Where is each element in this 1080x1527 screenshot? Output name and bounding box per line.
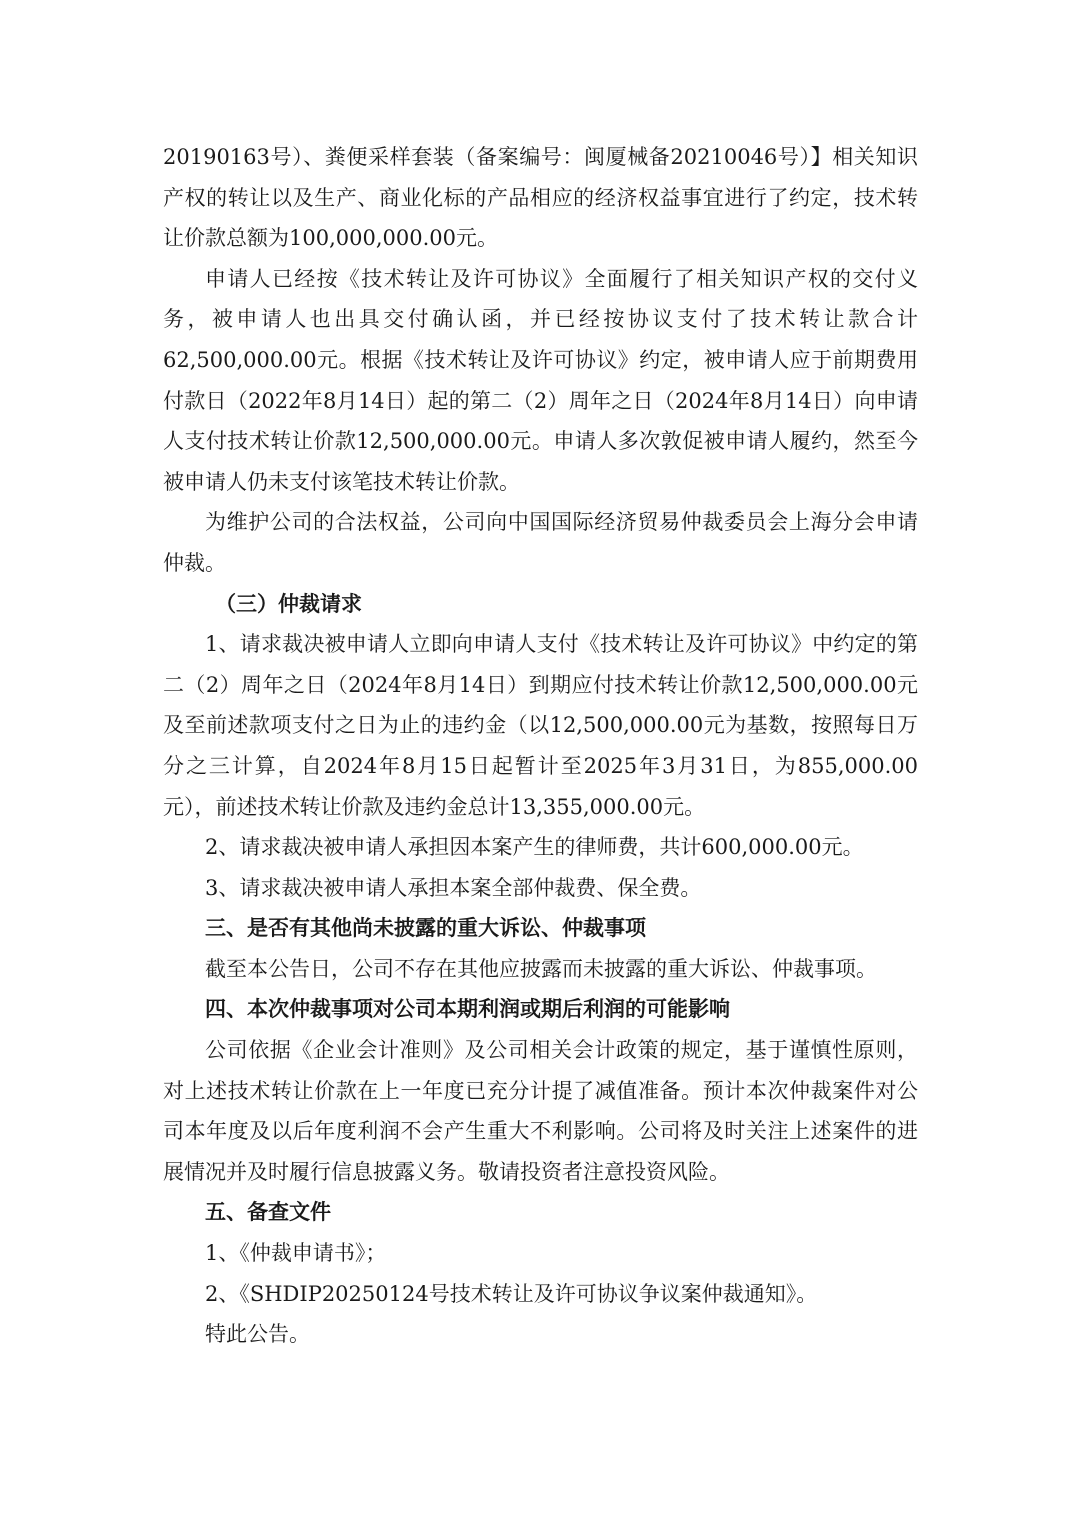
claim-item-1: 1、请求裁决被申请人立即向申请人支付《技术转让及许可协议》中约定的第二（2）周年之日（2024年8月14日）到期应付技术转让价款12,500,000.00元及至前述款项支付之日为止的违约金（以12,500,000.00元为基数，按照每日万分之三计算，自2024年8月15日起暂计至2025年3月31日，为855,000.00元），前述技术转让价款及违约金总计13,355,000.00元。 xyxy=(163,632,918,819)
reference-doc-item-1: 1、《仲裁申请书》； xyxy=(205,1241,387,1266)
section-three-heading: 三、是否有其他尚未披露的重大诉讼、仲裁事项 xyxy=(205,916,646,941)
section-three-body: 截至本公告日，公司不存在其他应披露而未披露的重大诉讼、仲裁事项。 xyxy=(205,956,877,981)
claim-item-3: 3、请求裁决被申请人承担本案全部仲裁费、保全费。 xyxy=(205,875,702,900)
paragraph-performance: 申请人已经按《技术转让及许可协议》全面履行了相关知识产权的交付义务，被申请人也出具交付确认函，并已经按协议支付了技术转让款合计62,500,000.00元。根据《技术转让及许可协议》约定，被申请人应于前期费用付款日（2022年8月14日）起的第二（2）周年之日（2024年8月14日）向申请人支付技术转让价款12,500,000.00元。申请人多次敦促被申请人履约，然至今被申请人仍未支付该笔技术转让价款。 xyxy=(163,266,918,494)
reference-doc-item-2: 2、《SHDIP20250124号技术转让及许可协议争议案仲裁通知》。 xyxy=(205,1281,818,1306)
paragraph-arbitration-application: 为维护公司的合法权益，公司向中国国际经济贸易仲裁委员会上海分会申请仲裁。 xyxy=(163,510,918,575)
closing-statement: 特此公告。 xyxy=(205,1322,310,1347)
document-page xyxy=(163,137,918,1355)
intro-paragraph: 20190163号）、粪便采样套装（备案编号：闽厦械备20210046号）】相关知识产权的转让以及生产、商业化标的产品相应的经济权益事宜进行了约定，技术转让价款总额为100,000,000.00元。 xyxy=(163,145,918,251)
section-arbitration-claims-heading: （三）仲裁请求 xyxy=(215,591,362,616)
section-four-body: 公司依据《企业会计准则》及公司相关会计政策的规定，基于谨慎性原则，对上述技术转让价款在上一年度已充分计提了减值准备。预计本次仲裁案件对公司本年度及以后年度利润不会产生重大不利影响。公司将及时关注上述案件的进展情况并及时履行信息披露义务。敬请投资者注意投资风险。 xyxy=(163,1038,918,1184)
section-five-heading: 五、备查文件 xyxy=(205,1200,331,1225)
claim-item-2: 2、请求裁决被申请人承担因本案产生的律师费，共计600,000.00元。 xyxy=(205,835,864,860)
section-four-heading: 四、本次仲裁事项对公司本期利润或期后利润的可能影响 xyxy=(205,997,730,1022)
